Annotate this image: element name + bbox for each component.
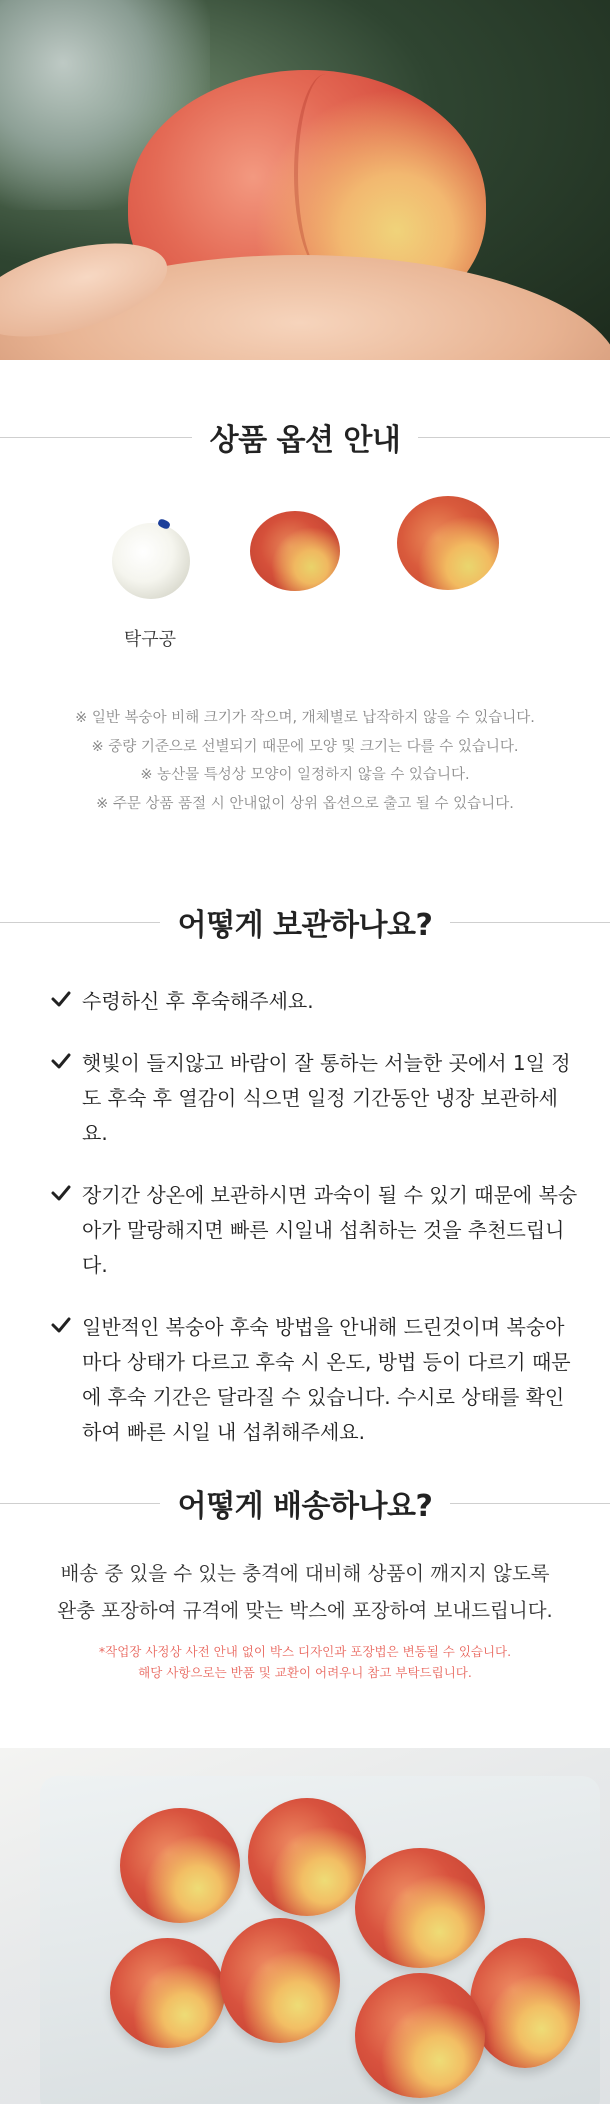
storage-item-text: 햇빛이 들지않고 바람이 잘 통하는 서늘한 곳에서 1일 정도 후숙 후 열감이 식으면 일정 기간동안 냉장 보관하세요.	[82, 1051, 571, 1145]
shipping-note-line: 해당 사항으로는 반품 및 교환이 어려우니 참고 부탁드립니다.	[138, 1665, 472, 1680]
option-pingpong-ball-image	[112, 523, 190, 599]
storage-list	[50, 984, 580, 1477]
check-icon	[50, 1182, 72, 1204]
check-icon	[50, 988, 72, 1010]
storage-heading	[0, 902, 610, 942]
note-line: ※ 주문 상품 품절 시 안내없이 상위 옵션으로 출고 될 수 있습니다.	[96, 795, 514, 812]
note-line: ※ 중량 기준으로 선별되기 때문에 모양 및 크기는 다를 수 있습니다.	[91, 738, 519, 755]
shipping-line: 배송 중 있을 수 있는 충격에 대비해 상품이 깨지지 않도록	[60, 1562, 550, 1585]
shipping-note-line: *작업장 사정상 사전 안내 없이 박스 디자인과 포장법은 변동될 수 있습니다.	[98, 1644, 512, 1659]
storage-item-text: 장기간 상온에 보관하시면 과숙이 될 수 있기 때문에 복숭아가 말랑해지면 빠른 시일내 섭취하는 것을 추천드립니다.	[82, 1183, 578, 1277]
storage-item	[50, 1046, 580, 1151]
boxed-peach	[220, 1918, 340, 2043]
storage-title: 어떻게 보관하나요?	[160, 900, 451, 944]
shipping-title: 어떻게 배송하나요?	[160, 1481, 451, 1525]
option-notes	[0, 704, 610, 818]
storage-item	[50, 1310, 580, 1450]
shipping-heading	[0, 1483, 610, 1523]
boxed-peach	[470, 1938, 580, 2068]
options-heading	[0, 417, 610, 457]
check-icon	[50, 1314, 72, 1336]
hero-peach-crease	[294, 74, 358, 274]
storage-item	[50, 984, 580, 1019]
check-icon	[50, 1050, 72, 1072]
storage-item	[50, 1178, 580, 1283]
storage-item-text: 수령하신 후 후숙해주세요.	[82, 989, 314, 1013]
note-line: ※ 일반 복숭아 비해 크기가 작으며, 개체별로 납작하지 않을 수 있습니다.	[75, 710, 535, 726]
boxed-peach	[355, 1848, 485, 1968]
note-line: ※ 농산물 특성상 모양이 일정하지 않을 수 있습니다.	[140, 767, 470, 783]
option-large-peach-image	[397, 496, 499, 590]
shipping-line: 완충 포장하여 규격에 맞는 박스에 포장하여 보내드립니다.	[57, 1599, 553, 1622]
storage-item-text: 일반적인 복숭아 후숙 방법을 안내해 드린것이며 복숭아 마다 상태가 다르고 후숙 시 온도, 방법 등이 다르기 때문에 후숙 기간은 달라질 수 있습니다. 수시로 상태를 확인하여 빠른 시일 내 섭취해주세요.	[82, 1315, 571, 1444]
boxed-peach	[355, 1973, 485, 2098]
option-small-peach-image	[250, 511, 340, 591]
boxed-peach	[110, 1938, 225, 2048]
hero-peach-photo	[0, 0, 610, 360]
shipping-note	[0, 1641, 610, 1683]
boxed-peach	[120, 1808, 240, 1923]
shipping-description	[0, 1555, 610, 1629]
packed-box-photo	[0, 1748, 610, 2104]
boxed-peach	[248, 1798, 366, 1916]
options-title: 상품 옵션 안내	[192, 415, 419, 459]
option-label-pingpong: 탁구공	[123, 629, 177, 650]
